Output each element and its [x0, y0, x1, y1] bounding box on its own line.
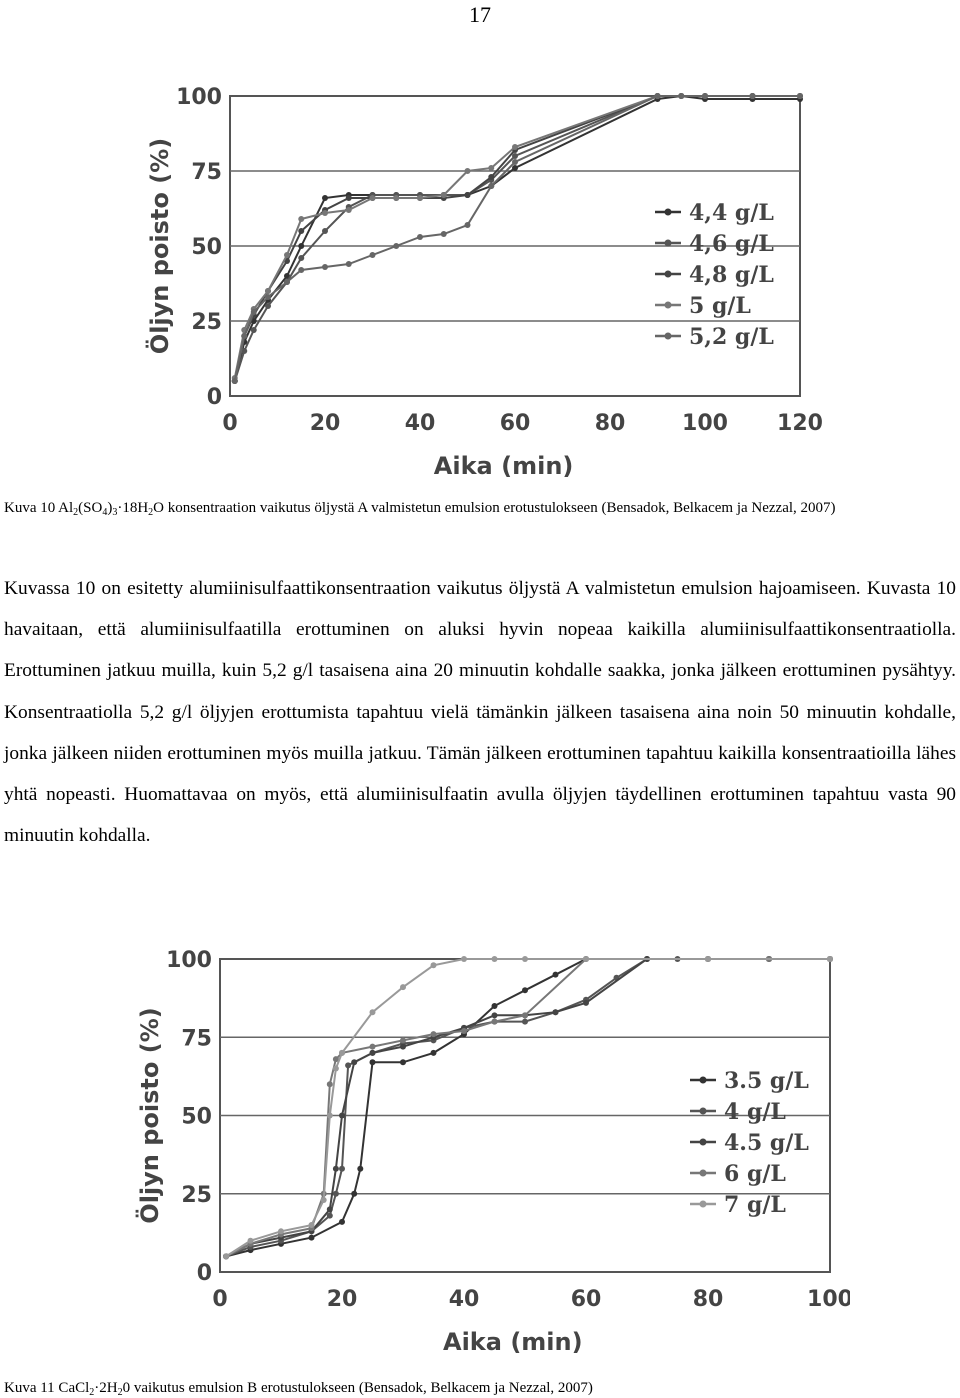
data-point: [298, 228, 304, 234]
data-point: [232, 378, 238, 384]
data-point: [522, 987, 528, 993]
data-point: [351, 1191, 357, 1197]
data-point: [400, 984, 406, 990]
y-tick-label: 25: [181, 1182, 212, 1208]
data-point: [345, 1062, 351, 1068]
legend-marker: [700, 1108, 707, 1115]
data-point: [251, 309, 257, 315]
data-point: [465, 168, 471, 174]
page-number: 17: [469, 2, 491, 27]
data-point: [370, 1044, 376, 1050]
figure-10-caption: [4, 498, 954, 518]
data-point: [309, 1222, 315, 1228]
data-point: [488, 165, 494, 171]
caption-text: ): [107, 500, 113, 516]
legend-marker: [665, 271, 672, 278]
data-point: [431, 1050, 437, 1056]
data-point: [333, 1066, 339, 1072]
data-point: [339, 1166, 345, 1172]
data-point: [370, 1050, 376, 1056]
data-point: [298, 216, 304, 222]
data-point: [351, 1059, 357, 1065]
legend-label: 3.5 g/L: [724, 1068, 809, 1094]
data-point: [333, 1191, 339, 1197]
data-point: [441, 192, 447, 198]
legend-label: 6 g/L: [724, 1161, 786, 1187]
data-point: [400, 1059, 406, 1065]
y-tick-label: 100: [166, 948, 212, 973]
chart-svg: [120, 70, 840, 490]
data-point: [370, 1059, 376, 1065]
data-point: [553, 972, 559, 978]
data-point: [265, 303, 271, 309]
legend-label: 4,4 g/L: [689, 200, 774, 226]
chart-calcium-chloride: [110, 935, 850, 1375]
data-point: [284, 279, 290, 285]
y-tick-label: 50: [191, 235, 222, 260]
legend-marker: [665, 209, 672, 216]
caption-text: (SO: [78, 500, 103, 516]
caption-text: Kuva 10 Al: [4, 500, 74, 516]
data-point: [512, 165, 518, 171]
data-point: [522, 956, 528, 962]
data-point: [346, 207, 352, 213]
x-tick-label: 120: [777, 411, 823, 436]
data-point: [346, 195, 352, 201]
data-point: [251, 327, 257, 333]
legend-label: 4 g/L: [724, 1099, 786, 1125]
legend-marker: [665, 333, 672, 340]
chart-aluminium-sulfate: [120, 70, 840, 490]
x-tick-label: 0: [222, 411, 238, 436]
y-tick-label: 25: [191, 310, 222, 335]
data-point: [583, 956, 589, 962]
x-axis-label: Aika (min): [433, 452, 574, 480]
legend-label: 5,2 g/L: [689, 324, 774, 350]
data-point: [488, 183, 494, 189]
legend-label: 4,8 g/L: [689, 262, 774, 288]
data-point: [339, 1113, 345, 1119]
y-tick-label: 100: [176, 85, 222, 110]
data-point: [298, 255, 304, 261]
data-point: [417, 195, 423, 201]
caption-sub: 2: [89, 1387, 95, 1398]
data-point: [322, 210, 328, 216]
data-point: [522, 1019, 528, 1025]
caption-sub: 3: [112, 507, 118, 518]
data-point: [309, 1235, 315, 1241]
data-point: [333, 1166, 339, 1172]
data-point: [322, 264, 328, 270]
x-tick-label: 40: [404, 411, 436, 436]
data-point: [339, 1219, 345, 1225]
legend-label: 4.5 g/L: [724, 1130, 809, 1156]
data-point: [370, 1009, 376, 1015]
data-point: [322, 228, 328, 234]
x-tick-label: 80: [594, 411, 626, 436]
data-point: [583, 1000, 589, 1006]
caption-text: 0 vaikutus emulsion B erotustulokseen (Bensadok, Belkacem ja Nezzal, 2007): [122, 1380, 593, 1396]
data-point: [492, 956, 498, 962]
y-tick-label: 75: [181, 1026, 212, 1052]
data-point: [393, 195, 399, 201]
legend-marker: [700, 1139, 707, 1146]
legend-marker: [700, 1077, 707, 1084]
caption-text: ·18H: [117, 500, 149, 516]
data-point: [327, 1113, 333, 1119]
body-paragraph: Kuvassa 10 on esitetty alumiinisulfaattikonsentraation vaikutus öljystä A valmistetun emulsion hajoamiseen. Kuvasta 10 havaitaan, että alumiinisulfaatilla erottuminen on aluksi hyvin nopeaa kaikilla alumiinisulfaattikonsentraatiolla. Erottuminen jatkuu muilla, kuin 5,2 g/l tasaisena aina 20 minuutin kohdalle saakka, jonka jälkeen erottuminen pysähtyy. Konsentraatiolla 5,2 g/l öljyjen erottumista tapahtuu vielä tämänkin jälkeen tasaisena aina noin 50 minuutin kohdalle, jonka jälkeen niiden erottuminen myös muilla jatkuu. Tämän jälkeen erottuminen tapahtuu kaikilla konsentraatioilla lähes yhtä nopeasti. Huomattavaa on myös, että alumiinisulfaatin avulla öljyjen täydellinen erottuminen tapahtuu vasta 90 minuutin kohdalla.: [4, 578, 956, 847]
x-tick-label: 20: [326, 1287, 358, 1312]
data-point: [322, 195, 328, 201]
caption-sub: 4: [102, 507, 108, 518]
data-point: [678, 93, 684, 99]
legend-marker: [665, 302, 672, 309]
data-point: [357, 1166, 363, 1172]
x-tick-label: 40: [448, 1287, 480, 1312]
data-point: [265, 288, 271, 294]
legend-label: 5 g/L: [689, 293, 751, 319]
data-point: [400, 1044, 406, 1050]
legend-marker: [700, 1170, 707, 1177]
legend-marker: [700, 1201, 707, 1208]
x-tick-label: 100: [682, 411, 728, 436]
data-point: [441, 231, 447, 237]
data-point: [298, 267, 304, 273]
data-point: [512, 159, 518, 165]
data-point: [241, 333, 247, 339]
y-tick-label: 50: [181, 1104, 212, 1130]
y-tick-label: 75: [191, 160, 222, 185]
caption-text: ·2H: [94, 1380, 118, 1396]
data-point: [797, 93, 803, 99]
x-axis-label: Aika (min): [443, 1328, 583, 1356]
chart-svg: [110, 935, 850, 1375]
data-point: [705, 956, 711, 962]
figure-11-caption: [4, 1378, 954, 1398]
data-point: [327, 1206, 333, 1212]
data-point: [655, 93, 661, 99]
x-tick-label: 60: [499, 411, 531, 436]
data-point: [827, 956, 833, 962]
data-point: [346, 261, 352, 267]
y-axis-label: Öljyn poisto (%): [136, 1007, 164, 1224]
data-point: [278, 1228, 284, 1234]
data-point: [400, 1037, 406, 1043]
data-point: [461, 956, 467, 962]
data-point: [248, 1238, 254, 1244]
data-point: [223, 1253, 229, 1259]
data-point: [492, 1003, 498, 1009]
legend-marker: [665, 240, 672, 247]
data-point: [488, 174, 494, 180]
legend-label: 4,6 g/L: [689, 231, 774, 257]
x-tick-label: 60: [570, 1287, 602, 1312]
y-tick-label: 0: [196, 1261, 212, 1286]
x-tick-label: 20: [309, 411, 341, 436]
data-point: [492, 1012, 498, 1018]
y-tick-label: 0: [206, 385, 222, 410]
data-point: [417, 234, 423, 240]
y-axis-label: Öljyn poisto (%): [146, 137, 174, 355]
x-tick-label: 100: [807, 1287, 850, 1312]
data-point: [393, 243, 399, 249]
data-point: [321, 1197, 327, 1203]
caption-text: Kuva 11 CaCl: [4, 1380, 90, 1396]
data-point: [370, 195, 376, 201]
data-point: [512, 144, 518, 150]
data-point: [461, 1028, 467, 1034]
data-point: [339, 1050, 345, 1056]
x-tick-label: 0: [212, 1287, 228, 1312]
legend-label: 7 g/L: [724, 1192, 786, 1218]
x-tick-label: 80: [692, 1287, 724, 1312]
data-point: [465, 222, 471, 228]
data-point: [492, 1019, 498, 1025]
data-point: [553, 1009, 559, 1015]
caption-text: O konsentraation vaikutus öljystä A valmistetun emulsion erotustulokseen (Bensadok, Belkacem ja Nezzal, 2007): [153, 500, 836, 516]
caption-sub: 2: [117, 1387, 123, 1398]
data-point: [465, 192, 471, 198]
data-point: [327, 1213, 333, 1219]
data-point: [750, 93, 756, 99]
caption-sub: 2: [73, 507, 79, 518]
caption-sub: 2: [148, 507, 154, 518]
data-point: [370, 252, 376, 258]
data-point: [284, 252, 290, 258]
data-point: [265, 294, 271, 300]
data-point: [431, 1031, 437, 1037]
data-point: [298, 243, 304, 249]
data-point: [327, 1081, 333, 1087]
data-point: [702, 93, 708, 99]
data-point: [522, 1012, 528, 1018]
data-point: [431, 962, 437, 968]
